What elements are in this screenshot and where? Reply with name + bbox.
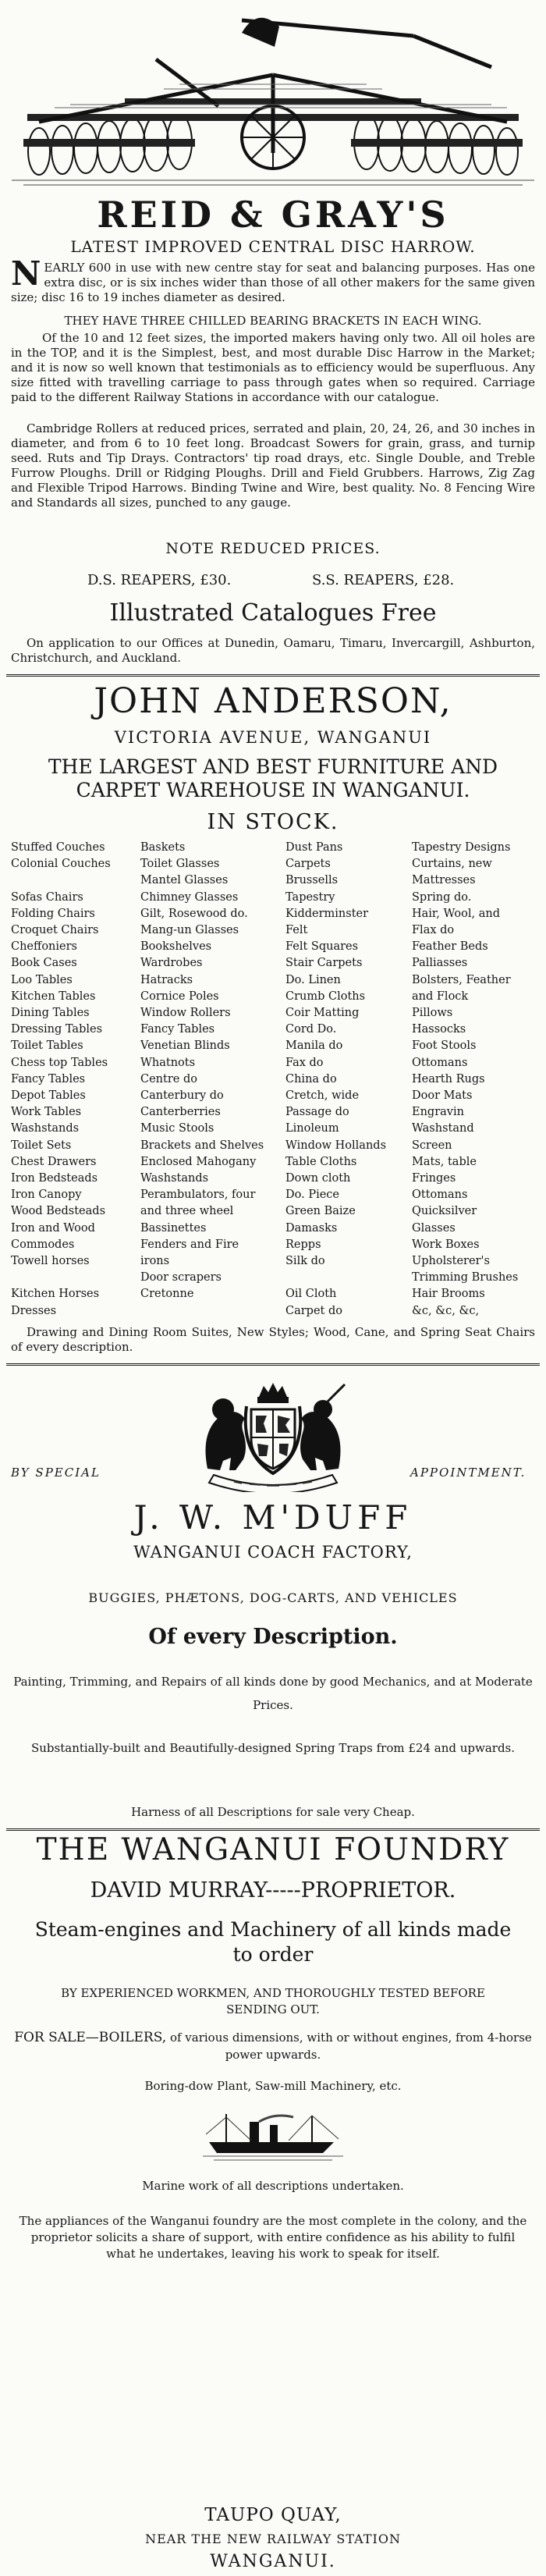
mduff-repairs: Painting, Trimming, and Repairs of all kinds done by good Mechanics, and at Moderate Prices. [13,1675,533,1712]
boilers-heading: FOR SALE—BOILERS, [14,2030,167,2045]
stock-item: Baskets [140,841,186,854]
stock-item: Door Mats [412,1089,473,1103]
stock-item: Chimney Glasses [140,890,239,904]
stock-item: Iron and Wood [11,1221,95,1235]
stock-item: Cheffoniers [11,940,77,954]
foundry-quay: TAUPO QUAY, [204,2505,342,2525]
stock-item: Hatracks [140,973,193,986]
stock-item: Linoleum [285,1122,339,1135]
disc-harrow-illustration [8,5,538,190]
stock-item: Engravin [412,1106,464,1119]
stock-item: Wood Bedsteads [11,1205,106,1218]
stock-item: Tapestry Designs [412,841,511,854]
stock-item: Fenders and Fire [140,1238,239,1251]
reid-gray-catalogues: Illustrated Catalogues Free [109,599,437,627]
anderson-column-3 [285,840,402,1320]
stock-item: Depot Tables [11,1089,86,1103]
stock-item: Towell horses [11,1255,90,1268]
stock-item: Carpet do [285,1304,342,1317]
stock-item: Fringes [412,1172,456,1185]
stock-item: &c, &c, &c, [412,1304,480,1317]
stock-item: Work Tables [11,1106,82,1119]
stock-item: Passage do [285,1106,349,1119]
reid-gray-note: NOTE REDUCED PRICES. [165,540,381,557]
stock-item: Croquet Chairs [11,924,99,937]
stock-item: Silk do [285,1255,325,1268]
stock-item: Upholsterer's [412,1255,490,1268]
steamship-illustration [203,2111,343,2162]
stock-item: Coir Matting [285,1007,360,1020]
stock-item: Dressing Tables [11,1023,103,1036]
stock-item: Chest Drawers [11,1155,97,1168]
stock-item: Cretonne [140,1288,194,1301]
stock-item [11,1270,128,1286]
stock-item: Bassinettes [140,1221,207,1235]
stock-item: Music Stools [140,1122,214,1135]
stock-item: Hair Brooms [412,1288,485,1301]
stock-item: Washstands [140,1172,209,1185]
anderson-address: VICTORIA AVENUE, WANGANUI [114,728,432,747]
divider [6,674,540,677]
stock-item: Glasses [412,1221,456,1235]
stock-item: Perambulators, four [140,1189,256,1202]
stock-item: Folding Chairs [11,907,95,920]
stock-item: irons [140,1255,170,1268]
stock-item: Mang-un Glasses [140,924,239,937]
stock-item: Whatnots [140,1056,196,1069]
foundry-title: THE WANGANUI FOUNDRY [36,1832,510,1867]
stock-item: Screen [412,1139,452,1152]
foundry-boring: Boring-dow Plant, Saw-mill Machinery, etc. [144,2079,402,2093]
foundry-marine: Marine work of all descriptions undertaken. [142,2179,404,2193]
anderson-column-2 [140,840,273,1303]
divider [6,1363,540,1366]
stock-item: Book Cases [11,957,77,970]
stock-item: Damasks [285,1221,338,1235]
stock-item: Foot Stools [412,1039,477,1053]
foundry-proprietor: DAVID MURRAY-----PROPRIETOR. [90,1878,456,1903]
stock-item: Trimming Brushes [412,1271,519,1284]
stock-item: Iron Canopy [11,1189,82,1202]
intro-text: EARLY 600 in use with new centre stay for seat and balancing purposes. Has one extra disc, or is six inches wider than those of all other makers for the same given size; disc 16 to 19 inches diameter as desired. [11,261,535,304]
stock-item: China do [285,1072,337,1085]
foundry-steam: Steam-engines and Machinery of all kinds made to order [34,1918,512,1966]
stock-item: Dining Tables [11,1007,90,1020]
stock-item: Oil Cloth [285,1288,337,1301]
stock-item: Toilet Sets [11,1139,72,1152]
reid-gray-reapers-ss: S.S. REAPERS, £28. [312,572,455,588]
stock-item: and three wheel [140,1205,234,1218]
reid-gray-body: Of the 10 and 12 feet sizes, the imported makers having only two. All oil holes are in the TOP, and it is the Simplest, best, and most durable Disc Harrow in the Market; and it is now so well known that testimonials as to efficiency would be superfluous. Any size fitted with travelling carriage to pass through gates when so required. Carriage paid to the different Railway Stations in accordance with our catalogue. [11,331,535,404]
stock-item: Chess top Tables [11,1056,108,1069]
stock-item: Window Hollands [285,1139,387,1152]
stock-item: Fax do [285,1056,324,1069]
anderson-column-4 [412,840,538,1320]
stock-item: Window Rollers [140,1007,231,1020]
stock-item: Canterbury do [140,1089,224,1103]
divider [6,1828,540,1831]
foundry-boilers [11,2029,535,2063]
stock-item: and Flock [412,990,469,1003]
stock-item: Venetian Blinds [140,1039,230,1053]
stock-item: Fancy Tables [140,1023,215,1036]
stock-item: Bookshelves [140,940,212,954]
foundry-appliances: The appliances of the Wanganui foundry are the most complete in the colony, and the proprietor solicits a share of support, with entire confidence as his ability to fulfil what he undertakes, leaving his work to speak for itself. [19,2214,527,2261]
reid-gray-reapers-ds: D.S. REAPERS, £30. [87,572,232,588]
mduff-name: J. W. M'DUFF [133,1498,413,1537]
stock-item: Mantel Glasses [140,874,229,887]
mduff-by-special: BY SPECIAL [11,1466,101,1480]
stock-item [11,872,128,889]
stock-item: Cretch, wide [285,1089,360,1103]
stock-item: Work Boxes [412,1238,480,1251]
reid-gray-brackets: THEY HAVE THREE CHILLED BEARING BRACKETS IN EACH WING. [64,314,482,328]
stock-item: Flax do [412,924,455,937]
stock-item: Curtains, new [412,858,492,871]
stock-item: Hearth Rugs [412,1072,485,1085]
stock-item: Do. Linen [285,973,341,986]
stock-item: Door scrapers [140,1271,222,1284]
anderson-in-stock: IN STOCK. [207,810,339,834]
reid-gray-subtitle: LATEST IMPROVED CENTRAL DISC HARROW. [70,237,476,256]
foundry-near: NEAR THE NEW RAILWAY STATION [145,2532,401,2546]
royal-coat-of-arms [179,1375,367,1492]
stock-item: Gilt, Rosewood do. [140,907,248,920]
stock-item: Down cloth [285,1172,351,1185]
stock-item: Washstand [412,1122,474,1135]
stock-item: Sofas Chairs [11,890,83,904]
foundry-town: WANGANUI. [210,2552,336,2571]
anderson-column-1 [11,840,128,1320]
stock-item: Stuffed Couches [11,841,105,854]
stock-item: Washstands [11,1122,80,1135]
stock-item: Hassocks [412,1023,466,1036]
stock-item: Iron Bedsteads [11,1172,98,1185]
stock-item: Enclosed Mahogany [140,1155,257,1168]
stock-item: Felt [285,924,308,937]
anderson-name: JOHN ANDERSON, [94,681,452,721]
foundry-workmen: BY EXPERIENCED WORKMEN, AND THOROUGHLY TESTED BEFORE SENDING OUT. [61,1986,485,2016]
dropcap: N [11,254,41,293]
stock-item: Commodes [11,1238,75,1251]
stock-item: Cornice Poles [140,990,219,1003]
stock-item: Palliasses [412,957,468,970]
stock-item: Ottomans [412,1056,468,1069]
stock-item: Brackets and Shelves [140,1139,264,1152]
mduff-harness: Harness of all Descriptions for sale very Cheap. [131,1805,415,1819]
stock-item: Pillows [412,1007,453,1020]
stock-item: Ottomans [412,1189,468,1202]
stock-item: Toilet Glasses [140,858,220,871]
anderson-headline: THE LARGEST AND BEST FURNITURE AND CARPET WAREHOUSE IN WANGANUI. [48,755,498,801]
stock-item: Mattresses [412,874,476,887]
stock-item: Centre do [140,1072,197,1085]
stock-item: Quicksilver [412,1205,477,1218]
stock-item: Kidderminster [285,907,369,920]
stock-item: Do. Piece [285,1189,339,1202]
stock-item: Wardrobes [140,957,203,970]
mduff-description: Of every Description. [148,1625,398,1649]
stock-item: Brussells [285,874,339,887]
stock-item: Kitchen Tables [11,990,96,1003]
stock-item: Repps [285,1238,321,1251]
stock-item: Bolsters, Feather [412,973,511,986]
stock-item: Canterberries [140,1106,221,1119]
stock-item: Dust Pans [285,841,343,854]
stock-item: Dresses [11,1304,57,1317]
stock-item: Toilet Tables [11,1039,83,1053]
reid-gray-intro [11,254,535,305]
stock-item: Cord Do. [285,1023,337,1036]
stock-item: Hair, Wool, and [412,907,500,920]
stock-item: Table Cloths [285,1155,357,1168]
stock-item: Stair Carpets [285,957,363,970]
stock-item: Tapestry [285,890,335,904]
stock-item: Colonial Couches [11,858,111,871]
stock-item: Feather Beds [412,940,488,954]
anderson-footer: Drawing and Dining Room Suites, New Styles; Wood, Cane, and Spring Seat Chairs of every description. [11,1325,535,1354]
stock-item: Spring do. [412,890,472,904]
mduff-vehicles: BUGGIES, PHÆTONS, DOG-CARTS, AND VEHICLES [88,1590,458,1605]
reid-gray-title: REID & GRAY'S [97,194,449,236]
reid-gray-offices: On application to our Offices at Dunedin, Oamaru, Timaru, Invercargill, Ashburton, Christchurch, and Auckland. [11,636,535,665]
stock-item: Felt Squares [285,940,359,954]
mduff-appointment: APPOINTMENT. [410,1466,526,1480]
stock-item: Kitchen Horses [11,1288,100,1301]
mduff-traps: Substantially-built and Beautifully-designed Spring Traps from £24 and upwards. [30,1741,516,1755]
boilers-text: of various dimensions, with or without engines, from 4-horse power upwards. [169,2031,532,2062]
reid-gray-rollers: Cambridge Rollers at reduced prices, serrated and plain, 20, 24, 26, and 30 inches in diameter, and from 6 to 10 feet long. Broadcast Sowers for grain, grass, and turnip seed. Ruts and Tip Drays. Contractors' tip road drays, etc. Single Double, and Treble Furrow Ploughs. Drill or Ridging Ploughs. Drill and Field Grubbers. Harrows, Zig Zag and Flexible Tripod Harrows. Binding Twine and Wire, best quality. No. 8 Fencing Wire and Standards all sizes, punched to any gauge. [11,421,535,510]
stock-item: Fancy Tables [11,1072,86,1085]
stock-item: Green Baize [285,1205,356,1218]
stock-item: Crumb Cloths [285,990,366,1003]
stock-item: Carpets [285,858,331,871]
stock-item: Loo Tables [11,973,73,986]
stock-item: Mats, table [412,1155,477,1168]
mduff-factory: WANGANUI COACH FACTORY, [133,1543,413,1562]
stock-item [285,1270,402,1286]
stock-item: Manila do [285,1039,343,1053]
